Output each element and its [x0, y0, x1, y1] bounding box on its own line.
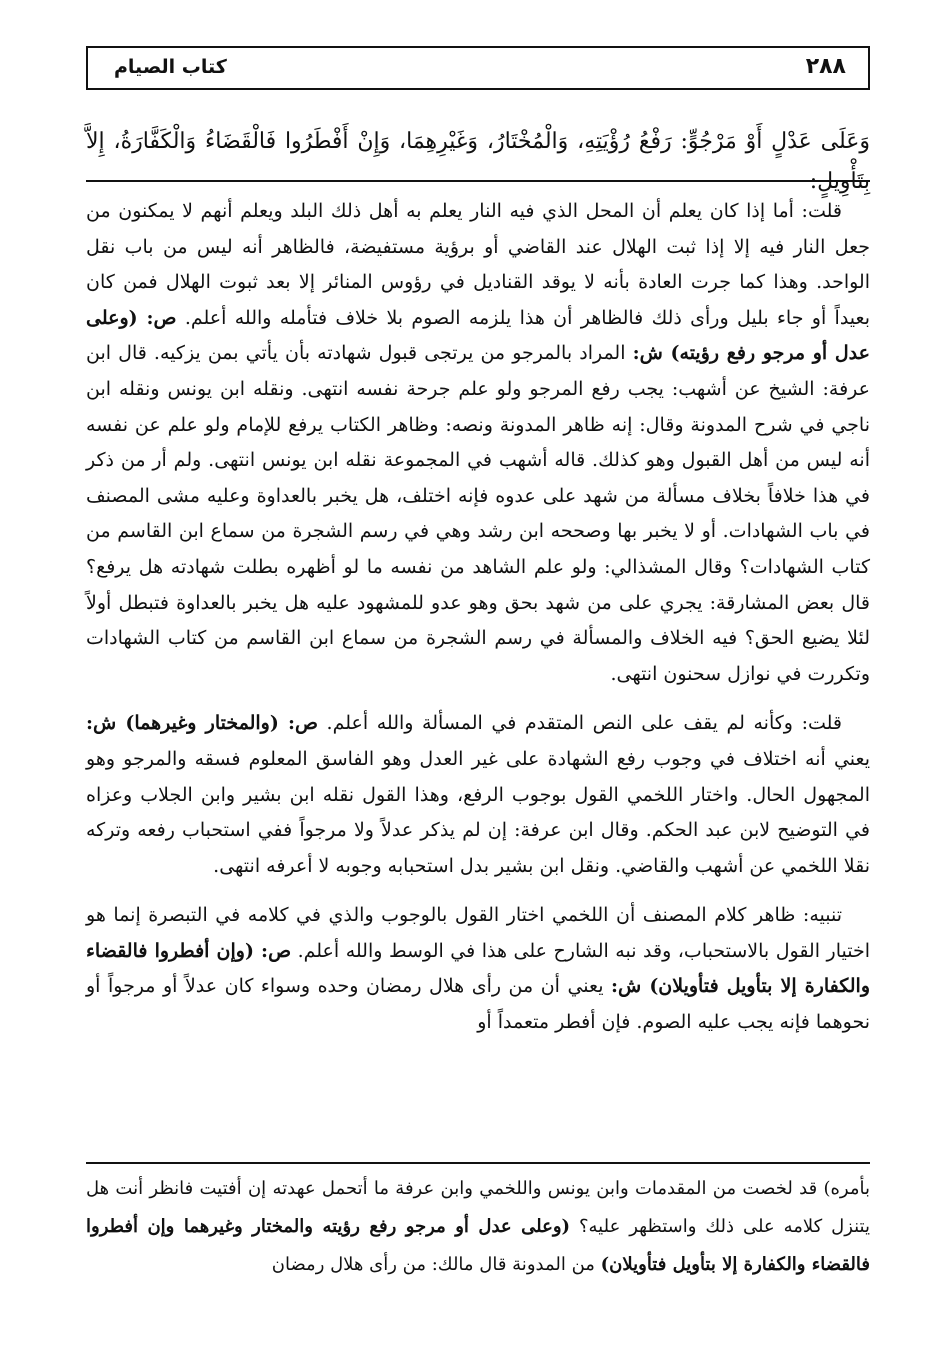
paragraph-1 [86, 194, 870, 692]
book-title: كتاب الصيام [114, 56, 227, 78]
text-run: قلت: وكأنه لم يقف على النص المتقدم في المسألة والله أعلم. [317, 712, 842, 735]
book-page [86, 46, 874, 1346]
footnote-paragraph [86, 1170, 870, 1284]
text-run: بأمره) قد لخصت من المقدمات وابن يونس واللخمي وابن عرفة ما أتحمل عهدته إن أفتيت فانظر أنت هل يتنزل كلامه على ذلك واستظهر عليه؟ [86, 1178, 870, 1237]
text-run: يعني أن من رأى هلال رمضان وحده وسواء كان عدلاً أو مرجواً أو نحوهما فإنه يجب عليه الصوم. فإن أفطر متعمداً أو [86, 975, 870, 1034]
matn-text: وَعَلَى عَدْلٍ أَوْ مَرْجُوٍّ: رَفْعُ رُؤْيَتِهِ، وَالْمُخْتَارُ، وَغَيْرِهِمَا، وَإِنْ أَفْطَرُوا فَالْقَضَاءُ وَالْكَفَّارَةُ، إِلاَّ بِتَأْوِيلٍ: [86, 129, 870, 194]
citation-run: ص: (والمختار وغيرهما) ش: [86, 712, 318, 735]
text-run: يعني أنه اختلاف في وجوب رفع الشهادة على غير العدل وهو الفاسق المعلوم فسقه والمرجو وهو المجهول الحال. واختار اللخمي القول بوجوب الرفع، وهذا القول نقله ابن بشير وابن الجلاب وعزاه في التوضيح لابن عبد الحكم. وقال ابن عرفة: إن لم يذكر عدلاً ولا مرجواً ففي استحباب رفعه وتركه نقلا اللخمي عن أشهب والقاضي. ونقل ابن بشير بدل استحبابه وجوبه لا أعرفه انتهى. [86, 747, 870, 877]
text-run: المراد بالمرجو من يرتجى قبول شهادته بأن يأتي بمن يزكيه. قال ابن عرفة: الشيخ عن أشهب: يجب رفع المرجو ولو علم جرحة نفسه انتهى. ونقله ابن يونس ونقله ابن ناجي في شرح المدونة وقال: إنه ظاهر المدونة ونصه: وظاهر الكتاب يرفع للإمام ولو علم عن نفسه أنه ليس من أهل القبول وهو كذلك. قاله أشهب في المجموعة نقله ابن يونس انتهى. ولم أر من ذكر في هذا خلافاً بخلاف مسألة من شهد على عدوه فإنه اختلف، هل يخبر بالعداوة وعليه مشى المصنف في باب الشهادات. أو لا يخبر بها وصححه ابن رشد وهي في رسم الشجرة من سماع ابن القاسم من كتاب الشهادات؟ وقال المشذالي: ولو علم الشاهد من نفسه ما لو أظهره بطلت شهادته هل يرفع؟ قال بعض المشارقة: يجري على من شهد بحق وهو عدو للمشهود عليه هل يخبر بالعداوة فتبطل أولاً لئلا يضيع الحق؟ فيه الخلاف والمسألة في رسم الشجرة من سماع ابن القاسم من كتاب الشهادات وتكررت في نوازل سحنون انتهى. [86, 342, 870, 685]
page-header [86, 46, 870, 90]
citation-run: ص: (وعلى عدل أو مرجو رفع رؤيته) ش: [86, 306, 870, 365]
page-number: ٢٨٨ [805, 54, 846, 79]
footnote [86, 1170, 870, 1284]
citation-run: ص: (وإن أفطروا فالقضاء والكفارة إلا بتأويل فتأويلان) ش: [86, 939, 870, 998]
paragraph-3 [86, 898, 870, 1040]
paragraph-2 [86, 706, 870, 884]
citation-run: (وعلى عدل أو مرجو رفع رؤيته والمختار وغيرهما وإن أفطروا فالقضاء والكفارة إلا بتأويل فتأويلان) [86, 1216, 870, 1275]
footnote-divider [86, 1162, 870, 1164]
commentary-body [86, 194, 870, 1041]
top-divider [86, 180, 870, 182]
text-run: تنبيه: ظاهر كلام المصنف أن اللخمي اختار القول بالوجوب والذي في كلامه في التبصرة إنما هو اختيار القول بالاستحباب، وقد نبه الشارح على هذا في الوسط والله أعلم. [86, 904, 870, 962]
text-run: من المدونة قال مالك: من رأى هلال رمضان [271, 1254, 601, 1275]
text-run: قلت: أما إذا كان يعلم أن المحل الذي فيه النار يعلم به أهل ذلك البلد ويعلم أنهم لا يمكنون من جعل النار فيه إلا إذا ثبت الهلال عند القاضي أو برؤية مستفيضة، فالظاهر أنه ليس من باب نقل الواحد. وهذا كما جرت العادة بأنه لا يوقد القناديل في رؤوس المنائر إلا بعد ثبوت الهلال فمن كان بعيداً أو جاء بليل ورأى ذلك فالظاهر أن هذا يلزمه الصوم بلا خلاف فتأمله والله أعلم. [86, 200, 870, 329]
